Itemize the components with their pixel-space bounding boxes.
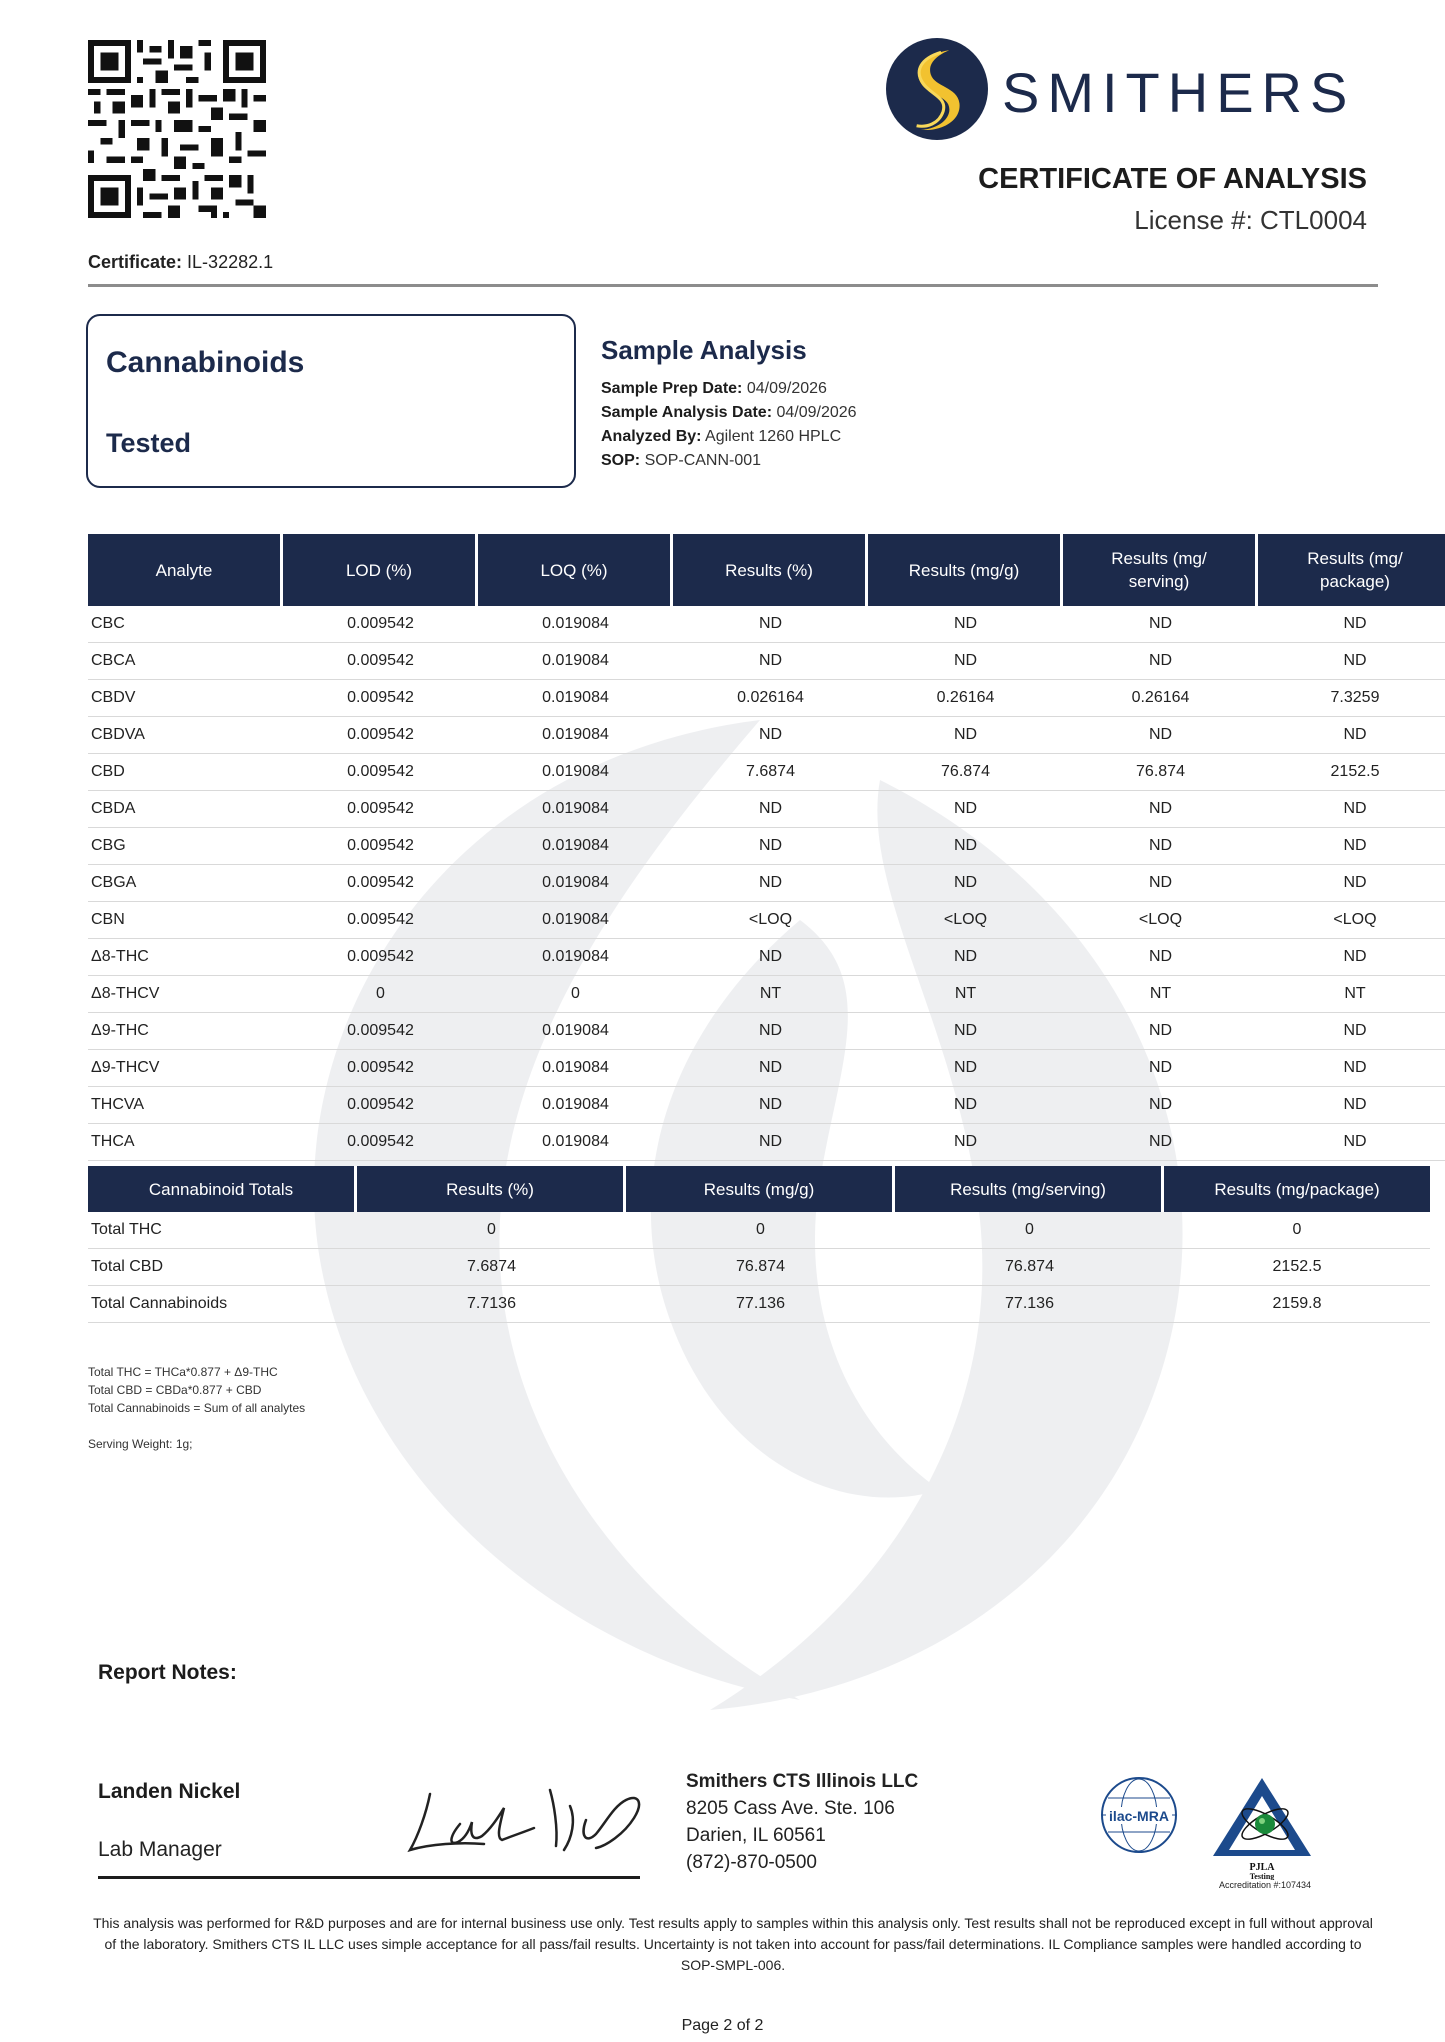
table-cell: ND — [1258, 865, 1445, 902]
analyte-name: CBG — [88, 828, 283, 865]
column-header: Results (%) — [673, 534, 868, 606]
totals-table-header — [88, 1166, 1430, 1212]
total-name: Total CBD — [88, 1249, 357, 1286]
table-cell: ND — [1063, 865, 1258, 902]
meta-label: Analyzed By: — [601, 428, 702, 445]
analyte-name: CBN — [88, 902, 283, 939]
table-row — [88, 1249, 1430, 1286]
column-header: Analyte — [88, 534, 283, 606]
table-cell: ND — [868, 643, 1063, 680]
meta-value: Agilent 1260 HPLC — [705, 428, 842, 445]
formula-total-cannabinoids: Total Cannabinoids = Sum of all analytes — [88, 1401, 306, 1415]
table-cell: ND — [1258, 1124, 1445, 1161]
analytes-table-body — [88, 606, 1445, 1161]
column-header: Cannabinoid Totals — [88, 1166, 357, 1212]
table-cell: ND — [868, 865, 1063, 902]
table-cell: 0.26164 — [868, 680, 1063, 717]
table-cell: 0.019084 — [478, 717, 673, 754]
table-cell: 0 — [626, 1212, 895, 1249]
table-row — [88, 606, 1445, 643]
table-cell: 0.019084 — [478, 939, 673, 976]
table-cell: 0.026164 — [673, 680, 868, 717]
table-cell: 0.009542 — [283, 902, 478, 939]
table-cell: 76.874 — [868, 754, 1063, 791]
table-cell: ND — [673, 1050, 868, 1087]
page-number: Page 2 of 2 — [681, 2017, 764, 2034]
analyte-name: THCVA — [88, 1087, 283, 1124]
table-cell: 0.019084 — [478, 865, 673, 902]
table-cell: ND — [1258, 828, 1445, 865]
table-cell: ND — [673, 865, 868, 902]
table-cell: <LOQ — [1063, 902, 1258, 939]
table-cell: 0.019084 — [478, 902, 673, 939]
certificate-label: Certificate: — [88, 252, 183, 272]
total-name: Total THC — [88, 1212, 357, 1249]
lab-name: Smithers CTS Illinois LLC — [686, 1771, 919, 1792]
meta-value: 04/09/2026 — [746, 380, 827, 397]
table-cell: ND — [868, 606, 1063, 643]
category-title: Cannabinoids — [106, 346, 305, 379]
serving-weight: Serving Weight: 1g; — [88, 1437, 193, 1451]
table-row — [88, 1013, 1445, 1050]
table-cell: ND — [673, 1013, 868, 1050]
table-cell: 0 — [895, 1212, 1164, 1249]
analyte-name: Δ9-THCV — [88, 1050, 283, 1087]
table-cell: 0.019084 — [478, 828, 673, 865]
table-row — [88, 1050, 1445, 1087]
table-row — [88, 754, 1445, 791]
table-cell: NT — [1063, 976, 1258, 1013]
table-row — [88, 1286, 1430, 1323]
pjla-sub-text: Testing — [1249, 1872, 1275, 1880]
analytes-table — [88, 534, 1445, 1161]
table-cell: 0 — [357, 1212, 626, 1249]
table-cell: 0.019084 — [478, 1013, 673, 1050]
table-cell: 76.874 — [1063, 754, 1258, 791]
category-box — [86, 314, 576, 488]
table-cell: 7.6874 — [673, 754, 868, 791]
signer-title: Lab Manager — [98, 1838, 222, 1861]
category-status: Tested — [106, 428, 192, 458]
table-row — [88, 791, 1445, 828]
sample-analysis-title: Sample Analysis — [601, 335, 807, 365]
table-cell: ND — [673, 717, 868, 754]
analyzed-by — [601, 428, 841, 446]
table-cell: 2159.8 — [1164, 1286, 1430, 1323]
pjla-text: PJLA — [1249, 1862, 1275, 1873]
analyte-name: CBD — [88, 754, 283, 791]
table-cell: NT — [1258, 976, 1445, 1013]
qr-code[interactable] — [88, 40, 266, 218]
signature-line — [98, 1876, 640, 1879]
table-cell: <LOQ — [673, 902, 868, 939]
meta-label: SOP: — [601, 452, 641, 469]
license-number: License #: CTL0004 — [1134, 205, 1367, 235]
meta-label: Sample Analysis Date: — [601, 404, 773, 421]
table-cell: 0.009542 — [283, 1050, 478, 1087]
certificate-id — [88, 252, 273, 273]
analyte-name: Δ8-THCV — [88, 976, 283, 1013]
table-cell: ND — [1258, 1050, 1445, 1087]
table-row — [88, 939, 1445, 976]
table-cell: 7.3259 — [1258, 680, 1445, 717]
sop — [601, 452, 761, 470]
totals-table — [88, 1166, 1430, 1323]
table-cell: ND — [1258, 643, 1445, 680]
table-cell: ND — [1063, 717, 1258, 754]
column-header: LOQ (%) — [478, 534, 673, 606]
table-cell: 0.019084 — [478, 1087, 673, 1124]
table-cell: ND — [868, 791, 1063, 828]
table-cell: 2152.5 — [1164, 1249, 1430, 1286]
table-cell: 0 — [283, 976, 478, 1013]
table-cell: 0.019084 — [478, 754, 673, 791]
table-cell: ND — [1063, 791, 1258, 828]
table-row — [88, 828, 1445, 865]
table-cell: ND — [868, 1013, 1063, 1050]
table-cell: NT — [868, 976, 1063, 1013]
table-cell: ND — [1258, 1013, 1445, 1050]
column-header: Results (%) — [357, 1166, 626, 1212]
column-header: Results (mg/serving) — [895, 1166, 1164, 1212]
table-cell: 0 — [478, 976, 673, 1013]
lab-phone: (872)-870-0500 — [686, 1852, 817, 1873]
table-cell: ND — [1063, 828, 1258, 865]
table-row — [88, 1124, 1445, 1161]
total-name: Total Cannabinoids — [88, 1286, 357, 1323]
table-cell: 0.019084 — [478, 1050, 673, 1087]
analyte-name: CBGA — [88, 865, 283, 902]
table-cell: ND — [673, 1124, 868, 1161]
table-cell: 0.009542 — [283, 791, 478, 828]
table-row — [88, 902, 1445, 939]
table-cell: ND — [673, 791, 868, 828]
meta-label: Sample Prep Date: — [601, 380, 743, 397]
column-header: Results (mg/g) — [626, 1166, 895, 1212]
table-cell: ND — [1258, 1087, 1445, 1124]
table-cell: ND — [673, 1087, 868, 1124]
ilac-mra-logo-icon — [1100, 1776, 1178, 1854]
table-cell: 0.019084 — [478, 606, 673, 643]
analyte-name: CBDVA — [88, 717, 283, 754]
analyte-name: CBDV — [88, 680, 283, 717]
table-row — [88, 976, 1445, 1013]
table-row — [88, 1087, 1445, 1124]
pjla-accreditation-number: Accreditation #:107434 — [1218, 1880, 1312, 1890]
table-cell: ND — [1258, 791, 1445, 828]
table-cell: ND — [673, 606, 868, 643]
table-cell: 0.009542 — [283, 865, 478, 902]
table-cell: 77.136 — [626, 1286, 895, 1323]
table-cell: 0.009542 — [283, 828, 478, 865]
table-cell: ND — [868, 717, 1063, 754]
sample-prep-date — [601, 380, 827, 398]
disclaimer: This analysis was performed for R&D purposes and are for internal business use only. Test results apply to samples within this analysis only. Test results shall not be reproduced except in full without approval of the laboratory. Smithers CTS IL LLC uses simple acceptance for all pass/fail results. Uncertainty is not taken into account for pass/fail determinations. IL Compliance samples were handled according to SOP-SMPL-006. — [93, 1915, 1373, 1973]
table-cell: 76.874 — [626, 1249, 895, 1286]
table-cell: 0.009542 — [283, 1087, 478, 1124]
column-header: Results (mg/ serving) — [1063, 534, 1258, 606]
table-cell: 0 — [1164, 1212, 1430, 1249]
sample-analysis-date — [601, 404, 857, 422]
brand-name: SMITHERS — [1002, 61, 1356, 124]
table-cell: ND — [868, 1124, 1063, 1161]
table-cell: ND — [1258, 717, 1445, 754]
table-cell: 0.009542 — [283, 643, 478, 680]
certificate-value: IL-32282.1 — [187, 252, 274, 272]
table-cell: ND — [1063, 1050, 1258, 1087]
header-divider — [88, 284, 1378, 287]
smithers-logo-icon — [886, 38, 988, 140]
table-cell: 0.009542 — [283, 606, 478, 643]
table-cell: ND — [1063, 939, 1258, 976]
analyte-name: Δ9-THC — [88, 1013, 283, 1050]
column-header: Results (mg/package) — [1164, 1166, 1430, 1212]
table-cell: 77.136 — [895, 1286, 1164, 1323]
table-cell: ND — [1063, 1087, 1258, 1124]
analyte-name: CBC — [88, 606, 283, 643]
table-cell: 7.7136 — [357, 1286, 626, 1323]
table-cell: 2152.5 — [1258, 754, 1445, 791]
table-cell: 76.874 — [895, 1249, 1164, 1286]
ilac-text: ilac-MRA — [1109, 1808, 1169, 1824]
table-cell: 0.009542 — [283, 939, 478, 976]
table-cell: 0.019084 — [478, 643, 673, 680]
table-cell: ND — [673, 643, 868, 680]
table-cell: ND — [1063, 1124, 1258, 1161]
table-cell: <LOQ — [868, 902, 1063, 939]
table-cell: 0.019084 — [478, 1124, 673, 1161]
table-cell: ND — [868, 1050, 1063, 1087]
table-cell: ND — [1063, 1013, 1258, 1050]
table-cell: <LOQ — [1258, 902, 1445, 939]
table-cell: ND — [1063, 606, 1258, 643]
table-cell: ND — [1258, 939, 1445, 976]
table-cell: 0.009542 — [283, 717, 478, 754]
table-row — [88, 1212, 1430, 1249]
meta-value: SOP-CANN-001 — [644, 452, 762, 469]
column-header: Results (mg/g) — [868, 534, 1063, 606]
formula-total-thc: Total THC = THCa*0.877 + Δ9-THC — [88, 1365, 278, 1379]
totals-table-body — [88, 1212, 1430, 1323]
report-notes-label: Report Notes: — [98, 1661, 237, 1684]
table-row — [88, 717, 1445, 754]
table-row — [88, 865, 1445, 902]
table-cell: 0.26164 — [1063, 680, 1258, 717]
table-cell: 0.009542 — [283, 680, 478, 717]
table-row — [88, 680, 1445, 717]
analytes-table-header — [88, 534, 1445, 606]
formula-total-cbd: Total CBD = CBDa*0.877 + CBD — [88, 1383, 262, 1397]
column-header: Results (mg/ package) — [1258, 534, 1445, 606]
signer-name: Landen Nickel — [98, 1780, 241, 1803]
table-cell: ND — [868, 828, 1063, 865]
analyte-name: THCA — [88, 1124, 283, 1161]
lab-city: Darien, IL 60561 — [686, 1825, 826, 1846]
table-cell: 0.009542 — [283, 1013, 478, 1050]
table-cell: ND — [673, 828, 868, 865]
analyte-name: Δ8-THC — [88, 939, 283, 976]
analyte-name: CBCA — [88, 643, 283, 680]
pjla-logo-icon — [1207, 1774, 1317, 1880]
analyte-name: CBDA — [88, 791, 283, 828]
table-cell: 7.6874 — [357, 1249, 626, 1286]
document-title: CERTIFICATE OF ANALYSIS — [978, 163, 1367, 195]
table-cell: 0.019084 — [478, 680, 673, 717]
table-row — [88, 643, 1445, 680]
table-cell: 0.009542 — [283, 754, 478, 791]
table-cell: ND — [673, 939, 868, 976]
table-cell: ND — [868, 939, 1063, 976]
column-header: LOD (%) — [283, 534, 478, 606]
table-cell: ND — [1258, 606, 1445, 643]
table-cell: NT — [673, 976, 868, 1013]
table-cell: 0.009542 — [283, 1124, 478, 1161]
handwritten-signature — [400, 1784, 670, 1864]
table-cell: ND — [1063, 643, 1258, 680]
table-cell: ND — [868, 1087, 1063, 1124]
table-cell: 0.019084 — [478, 791, 673, 828]
lab-street: 8205 Cass Ave. Ste. 106 — [686, 1798, 895, 1819]
meta-value: 04/09/2026 — [776, 404, 857, 421]
